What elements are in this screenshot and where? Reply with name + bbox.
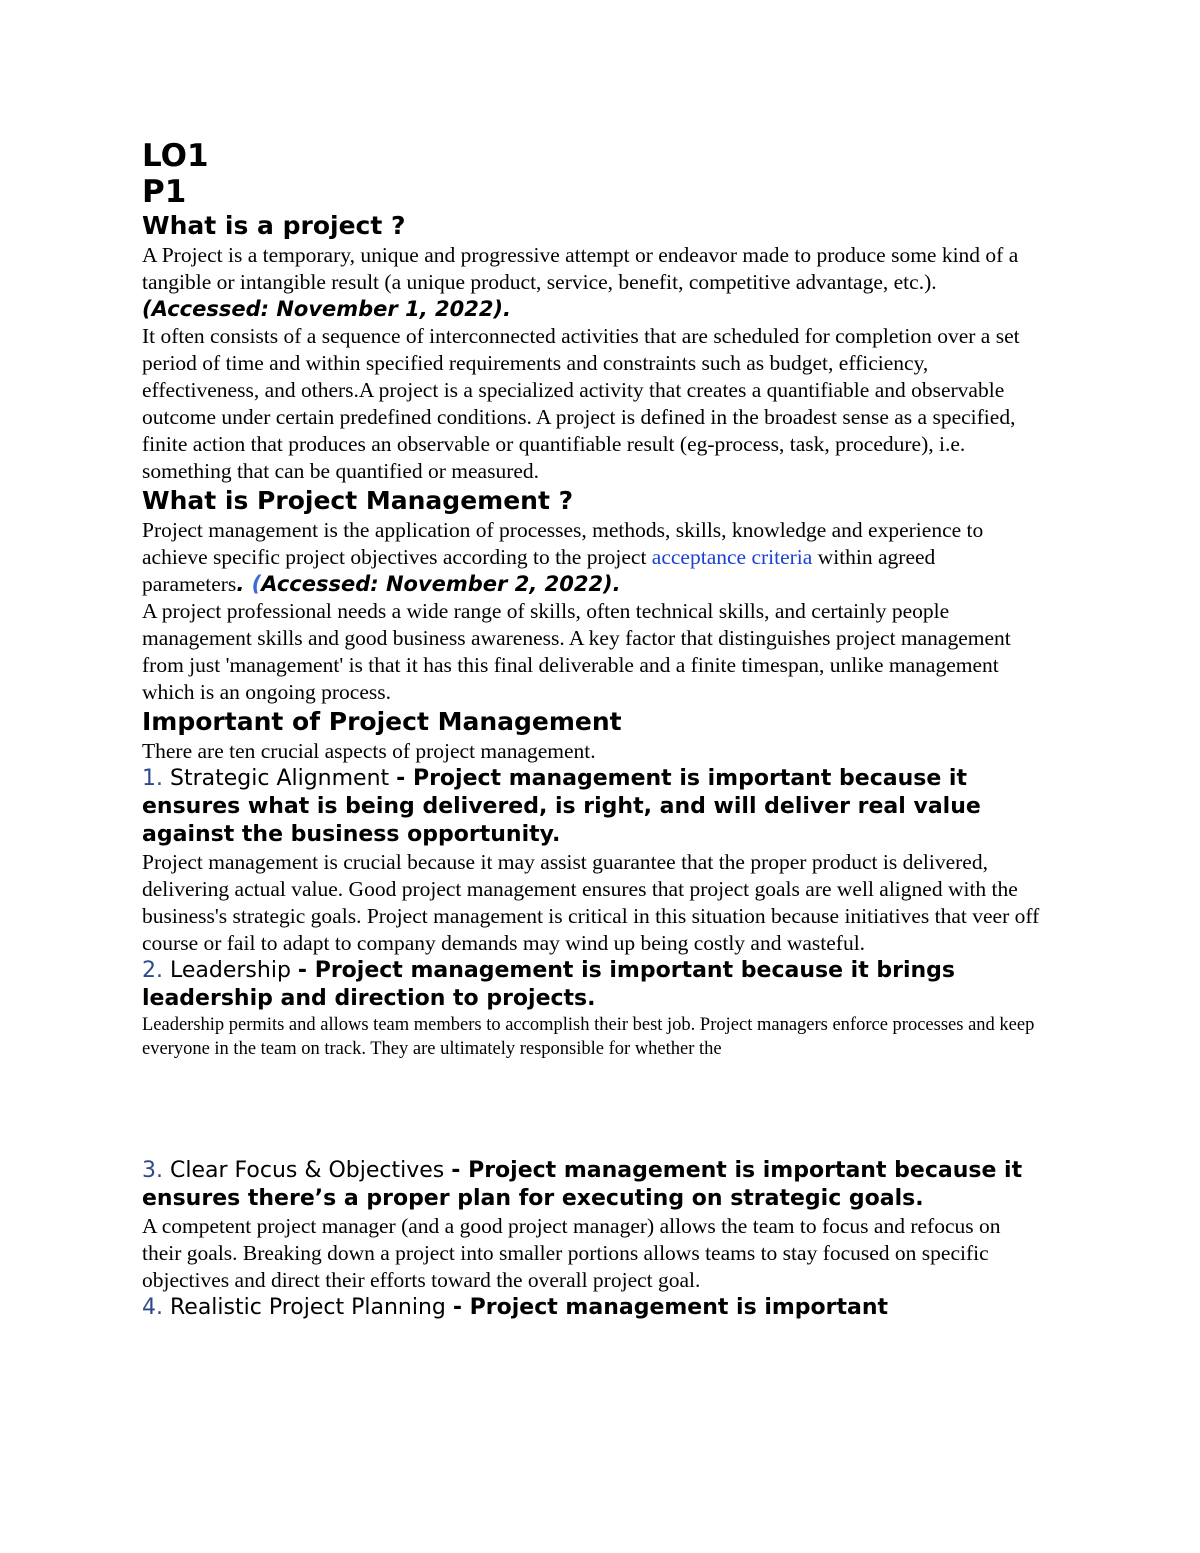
list-item-body: Project management is crucial because it may assist guarantee that the proper product is delivered, delivering actual value. Good project management ensures that project goals are well aligned with the business's strategic goals. Project management is critical in this situation because initiatives that veer off course or fail to adapt to company demands may wind up being costly and wasteful. [142, 850, 1040, 955]
heading-lo1: LO1 [142, 138, 209, 174]
page-content [142, 138, 1042, 1322]
item-number: 3. [142, 1158, 163, 1183]
paragraph-pm-detail: A project professional needs a wide range of skills, often technical skills, and certainly people management skills and good business awareness. A key factor that distinguishes project management from just 'management' is that it has this final deliverable and a finite timespan, unlike management which is an ongoing process. [142, 599, 1011, 704]
item-dash: - [396, 766, 413, 791]
item-dash: - [297, 958, 315, 983]
paragraph-project-definition [142, 242, 1042, 323]
item-bold-text: Project management is important because it brings leadership and direction to projects. [142, 958, 956, 1011]
item-bold-text: Project management is important because it ensures there’s a proper plan for executing on strategic goals. [142, 1158, 1023, 1211]
list-item-body: Leadership permits and allows team members to accomplish their best job. Project managers enforce processes and keep everyone in the team on track. They are ultimately responsible for whether the [142, 1015, 1035, 1059]
item-number: 2. [142, 958, 163, 983]
citation: (Accessed: November 1, 2022). [142, 297, 512, 321]
heading-important-pm: Important of Project Management [142, 707, 622, 736]
paragraph-text: Project management is the application of processes, methods, skills, knowledge and experience to achieve specific project objectives according to the project [142, 518, 984, 569]
item-dash: - [451, 1158, 469, 1183]
heading-p1: P1 [142, 174, 187, 210]
citation-period: . [236, 572, 252, 596]
item-number: 1. [142, 766, 163, 791]
list-item-heading [142, 957, 1042, 1013]
item-bold-text: Project management is important because it ensures what is being delivered, is right, and will deliver real value against the business opportunity. [142, 766, 981, 847]
citation: Accessed: November 2, 2022). [261, 572, 621, 596]
item-bold-text: Project management is important [469, 1295, 889, 1320]
item-title: Clear Focus & Objectives [163, 1158, 452, 1183]
list-item-body: A competent project manager (and a good project manager) allows the team to focus and refocus on their goals. Breaking down a project into smaller portions allows teams to stay focused on specific objectives and direct their efforts toward the overall project goal. [142, 1214, 1001, 1292]
paragraph-project-detail: It often consists of a sequence of interconnected activities that are scheduled for completion over a set period of time and within specified requirements and constraints such as budget, efficiency, effectiveness, and others.A project is a specialized activity that creates a quantifiable and observable outcome under certain predefined conditions. A project is defined in the broadest sense as a specified, finite action that produces an observable or quantifiable result (eg-process, task, procedure), i.e. something that can be quantified or measured. [142, 324, 1020, 483]
item-number: 4. [142, 1295, 163, 1320]
acceptance-criteria-link[interactable]: acceptance criteria [651, 545, 813, 569]
citation-paren: ( [251, 572, 262, 596]
paragraph-text: within agreed parameters [142, 545, 936, 596]
item-dash: - [452, 1295, 470, 1320]
paragraph-intro: There are ten crucial aspects of project management. [142, 739, 596, 763]
list-item-heading [142, 1157, 1042, 1213]
heading-what-is-project: What is a project ? [142, 211, 406, 240]
list-item-heading [142, 765, 1042, 849]
item-title: Realistic Project Planning [163, 1295, 453, 1320]
item-title: Strategic Alignment [163, 766, 397, 791]
item-title: Leadership [163, 958, 298, 983]
list-item-heading [142, 1294, 1042, 1322]
paragraph-text: A Project is a temporary, unique and progressive attempt or endeavor made to produce some kind of a tangible or intangible result (a unique product, service, benefit, competitive advantage, etc.). [142, 243, 1019, 294]
paragraph-pm-definition [142, 517, 1042, 598]
heading-what-is-pm: What is Project Management ? [142, 486, 574, 515]
